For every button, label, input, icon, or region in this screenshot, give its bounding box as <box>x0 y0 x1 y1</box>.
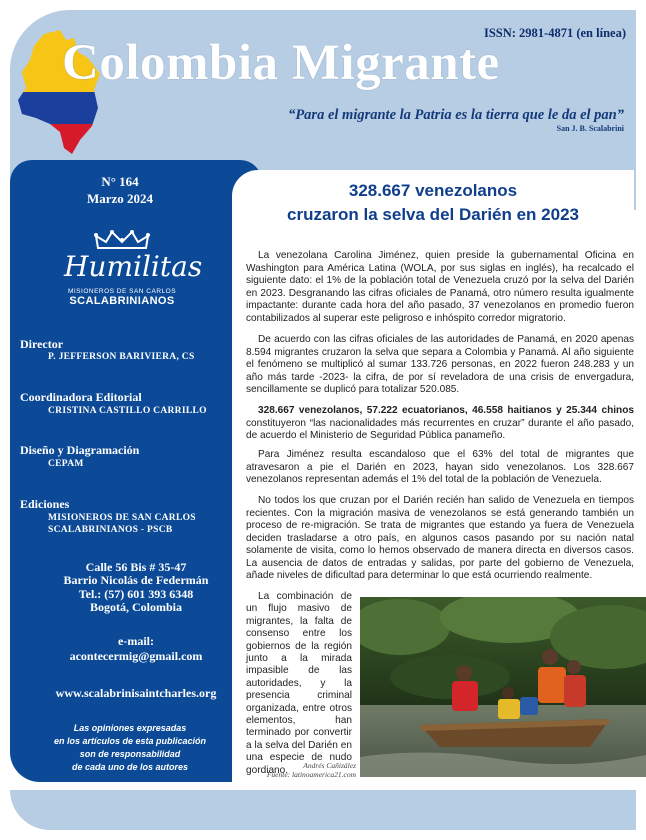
humilitas-logo <box>64 230 203 320</box>
issn-label: ISSN: 2981-4871 (en línea) <box>483 26 626 40</box>
director-label: Director <box>20 337 64 351</box>
design-name: CEPAM <box>48 459 84 469</box>
editor-label: Coordinadora Editorial <box>20 390 142 404</box>
article-paragraph-4: Para Jiménez resulta escandaloso que el 63% del total de migrantes que atravesaron a pie el Darién en 2023, hayan sido venezolanos. Los 328.667 venezolanos representan además el 1% del total de la población de Venezuela. <box>246 449 634 485</box>
logo-subtitle: MISIONEROS DE SAN CARLOS <box>67 288 177 295</box>
address-city: Bogotá, Colombia <box>89 600 182 614</box>
design-label: Diseño y Diagramación <box>20 443 140 457</box>
logo-congregation: SCALABRINIANOS <box>69 295 175 307</box>
editions-line1: MISIONEROS DE SAN CARLOS <box>48 513 196 523</box>
article-paragraph-2: De acuerdo con las cifras oficiales de las autoridades de Panamá, en 2020 apenas 8.594 migrantes cruzaron la selva que separa a Colombia y Panamá. Al año siguiente el fenómeno se multiplicó al sumar 133.726 personas, en 2022 fueron 248.283 y un año más tarde -2023- la cifra, de por sí reveladora de una crisis de envergadura, sencillamente se duplicó para totalizar 520.085. <box>246 334 634 395</box>
article-credit <box>246 761 356 779</box>
address-line2: Barrio Nicolás de Federmán <box>63 573 209 587</box>
email-link[interactable]: acontecermig@gmail.com <box>69 649 203 663</box>
article-paragraph-5: No todos los que cruzan por el Darién recién han salido de Venezuela en tiempos recientes. Con la migración masiva de venezolanos se está generando también un proceso de re-migración. Se trata de migrantes que estando ya fuera de Venezuela deciden trasladarse a otro país, en algunos casos pasando por su nación natal solamente de visita, como lo hemos observado de manera directa en diversos casos. La ausencia de datos de entradas y salidas, por parte del gobierno de Venezuela, añade niveles de dificultad para determinar lo que está ocurriendo realmente. <box>246 495 634 581</box>
disclaimer-line3: son de responsabilidad <box>79 749 181 759</box>
footer-band <box>10 790 636 830</box>
darien-river-photo <box>360 597 646 777</box>
issue-number: N° 164 <box>101 174 139 189</box>
email-label: e-mail: <box>118 634 154 648</box>
address-line1: Calle 56 Bis # 35-47 <box>85 560 187 574</box>
article-author: Andrés Cañizález <box>303 761 356 770</box>
article-title-line2: cruzaron la selva del Darién en 2023 <box>287 205 579 224</box>
director-name: P. JEFFERSON BARIVIERA, CS <box>48 352 195 362</box>
article-paragraph-6: La combinación de un flujo masivo de migrantes, la falta de consenso entre los gobiernos de la región junto a la mirada impasible de las autoridades, y la presencia criminal organizada, entre otros elementos, han terminado por convertir a la selva del Darién en una especie de nudo gordiano. <box>246 591 352 776</box>
publication-title: Colombia Migrante <box>62 35 500 91</box>
disclaimer-line1: Las opiniones expresadas <box>73 723 187 733</box>
editor-name: CRISTINA CASTILLO CARRILLO <box>48 406 207 416</box>
crown-icon <box>94 230 150 250</box>
editions-label: Ediciones <box>20 497 70 511</box>
article-title-line1: 328.667 venezolanos <box>348 181 518 200</box>
article-paragraph-3-rest: constituyeron “las nacionalidades más recurrentes en cruzar” durante el año pasado, de acuerdo el Ministerio de Seguridad Pública panameño. <box>246 417 634 441</box>
disclaimer-line4: de cada uno de los autores <box>71 762 189 772</box>
motto-author: San J. B. Scalabrini <box>556 124 624 133</box>
motto-quote: “Para el migrante la Patria es la tierra que le da el pan” <box>288 107 624 123</box>
address-phone: Tel.: (57) 601 393 6348 <box>78 587 194 601</box>
article-paragraph-3 <box>246 405 634 443</box>
article-source: Fuente: latinoamerica21.com <box>266 770 356 779</box>
website-link[interactable]: www.scalabrinisaintcharles.org <box>55 686 217 700</box>
logo-wordmark: Humilitas <box>64 250 203 283</box>
boat-photo-illustration <box>360 597 646 777</box>
issue-date: Marzo 2024 <box>86 191 154 206</box>
article-paragraph-1: La venezolana Carolina Jiménez, quien preside la gubernamental Oficina en Washington para América Latina (WOLA, por sus siglas en inglés), ha recalcado el siguiente dato: el 1% de la población total de Venezuela cruzó por la selva del Darién en 2023. Desgranando las cifras oficiales de Panamá, otro número resulta igualmente impactante: durante cada hora del año pasado, 37 venezolanos en promedio fueron contabilizados al superar este peligroso e inhóspito corredor migratorio. <box>246 250 634 324</box>
editions-line2: SCALABRINIANOS - PSCB <box>48 525 173 535</box>
article-figures: 328.667 venezolanos, 57.222 ecuatorianos, 46.558 haitianos y 25.344 chinos <box>258 405 634 416</box>
disclaimer-line2: en los artículos de esta publicación <box>53 736 207 746</box>
